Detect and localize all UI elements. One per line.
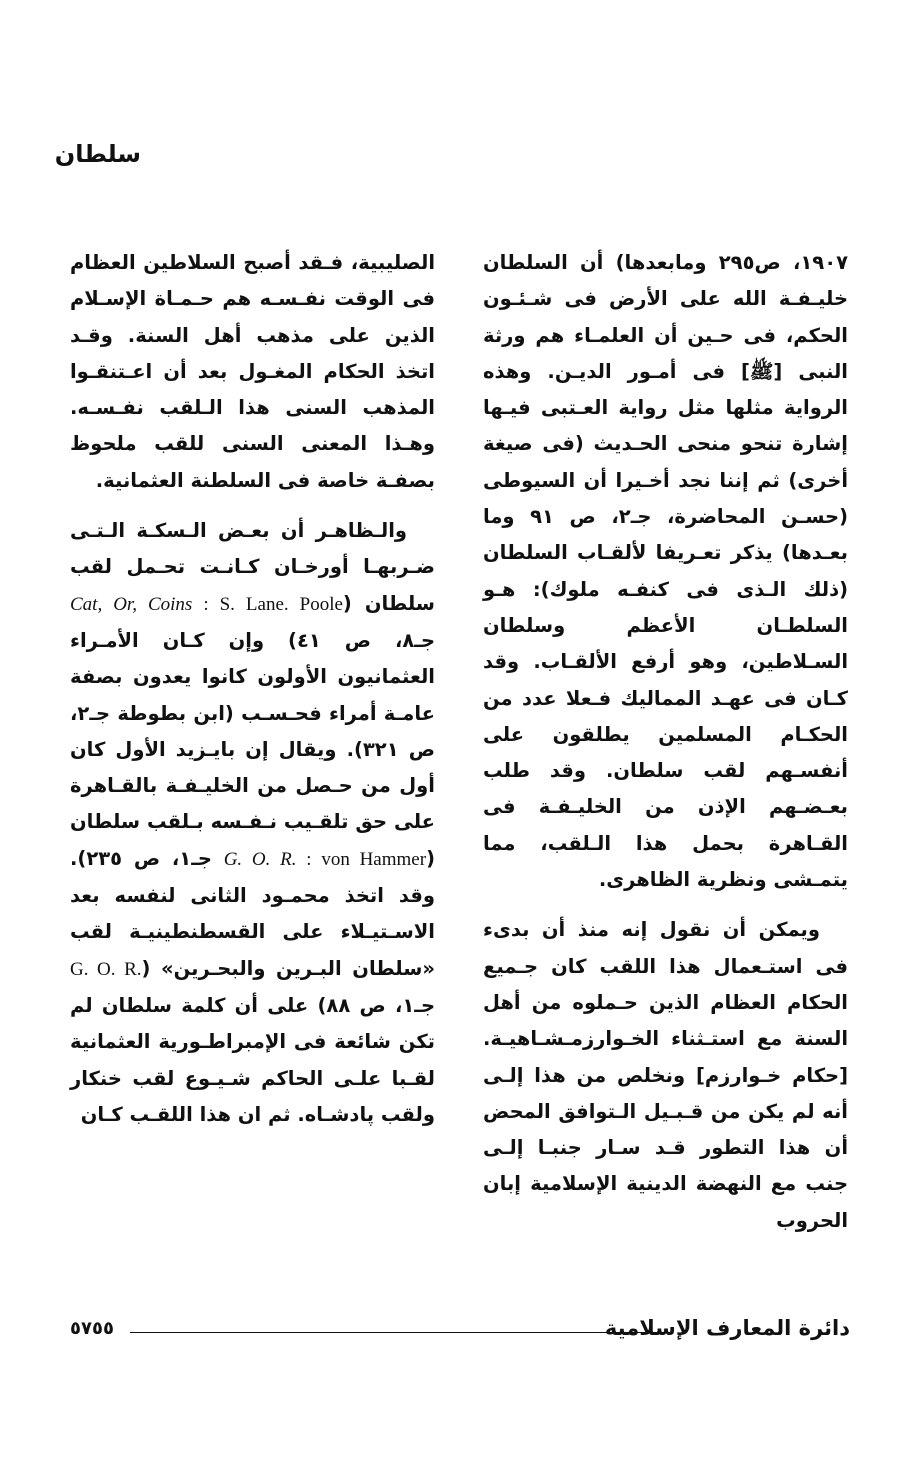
latin-citation [224, 849, 426, 870]
citation-title: G. O. R. [223, 848, 297, 870]
citation-title: Cat, Or, Coins [70, 593, 193, 615]
paragraph-text-segment: جـ١، ص ٢٣٥). وقد اتخذ محمـود الثانى لنفسه بعد الاسـتيـلاء على القسطنطينيـة لقب «سلطان البـرين والبحـرين» ( [70, 846, 435, 980]
latin-citation: G. O. R. [70, 958, 142, 980]
left-column-paragraph-2 [70, 513, 435, 1133]
right-column-paragraph-2: ويمكن أن نقول إنه منذ أن بدىء فى استـعمال هذا اللقب كان جـميع الحكام العظام الذين حـملوه من أهل السنة مع استـثناء الخـوارزمـشـاهيـة. [حكام خـوارزم] ونخلص من هذا إلـى أنه لم يكن من قـبـيل الـتوافق المحض أن هذا التطور قـد سـار جنبـا إلـى جنب مع النهضة الدينية الإسلامية إبان الحروب [483, 918, 848, 1232]
right-column [483, 245, 848, 1239]
citation-author: : von Hammer [296, 848, 427, 870]
paragraph-text-segment: جـ١، ص ٨٨) على أن كلمة سلطان لم تكن شائعة فى الإمبراطـورية العثمانية لقـبا علـى الحاكم شـيـوع لقب خنكار ولقب پادشـاه. ثم ان هذا اللقـب كـان [70, 993, 436, 1126]
right-column-paragraph-1: ١٩٠٧، ص٢٩٥ ومابعدها) أن السلطان خليـفـة الله على الأرض فى شـئـون الحكم، فى حـين أن العلمـاء هم ورثة النبى [ﷺ] فى أمـور الديـن. وهذه الرواية مثلها مثل رواية العـتبى فيـها إشارة تنحو منحى الحـديث (فى صيغة أخرى) ثم إننا نجد أخـيرا أن السيوطى (حسـن المحاضرة، جـ٢، ص ٩١ وما بعـدها) يذكر تعـريفا لألقـاب السلطان (ذلك الـذى فى كنفـه ملوك): هـو السلطـان الأعظم وسلطان السـلاطين، وهو أرفع الألقـاب. وقد كـان فى عهـد المماليك فـعلا عدد من الحكـام المسلمين يطلقون على أنفسـهم لقب سلطان. وقد طلب بعـضـهم الإذن من الخليـفـة فى القـاهرة بحمل هذا الـلقب، مما يتمـشى ونظرية الظاهرى. [483, 251, 848, 892]
page-footer [70, 1316, 850, 1346]
paragraph-text-segment: جـ٨، ص ٤١) وإن كـان الأمـراء العثمانيون الأولون كانوا يعدون بصفة عامـة أمراء فحـسـب (ابن بطوطة جـ٢، ص ٣٢١). ويقال إن بايـزيد الأول كان أول من حـصل من الخليـفـة بالقـاهرة على حق تلقـيب نـفـسه بـلقب سلطان ( [70, 628, 435, 870]
paragraph-text-segment: والـظاهـر أن بعـض الـسكـة الـتـى ضـربهـا أورخـان كـانـت تحـمل لقب سلطان ( [70, 519, 435, 615]
footer-rule [130, 1332, 665, 1333]
running-title: سلطان [54, 140, 141, 168]
left-column-paragraph-1: الصليبية، فـقد أصبح السلاطين العظام فى الوقت نفـسـه هم حـمـاة الإسـلام الذين على مذهب أهل السنة. وقـد اتخذ الحكام المغـول بعد أن اعـتنقـوا المذهب السنى هذا الـلقب نفـسـه. وهـذا المعنى السنى للقب ملحوظ بصفـة خاصة فى السلطنة العثمانية. [70, 251, 435, 492]
left-column [70, 245, 435, 1133]
citation-author: : S. Lane. Poole [192, 593, 343, 615]
page-number: ٥٧٥٥ [70, 1318, 114, 1339]
publication-title: دائرة المعارف الإسلامية [604, 1316, 850, 1340]
latin-citation [70, 594, 343, 615]
